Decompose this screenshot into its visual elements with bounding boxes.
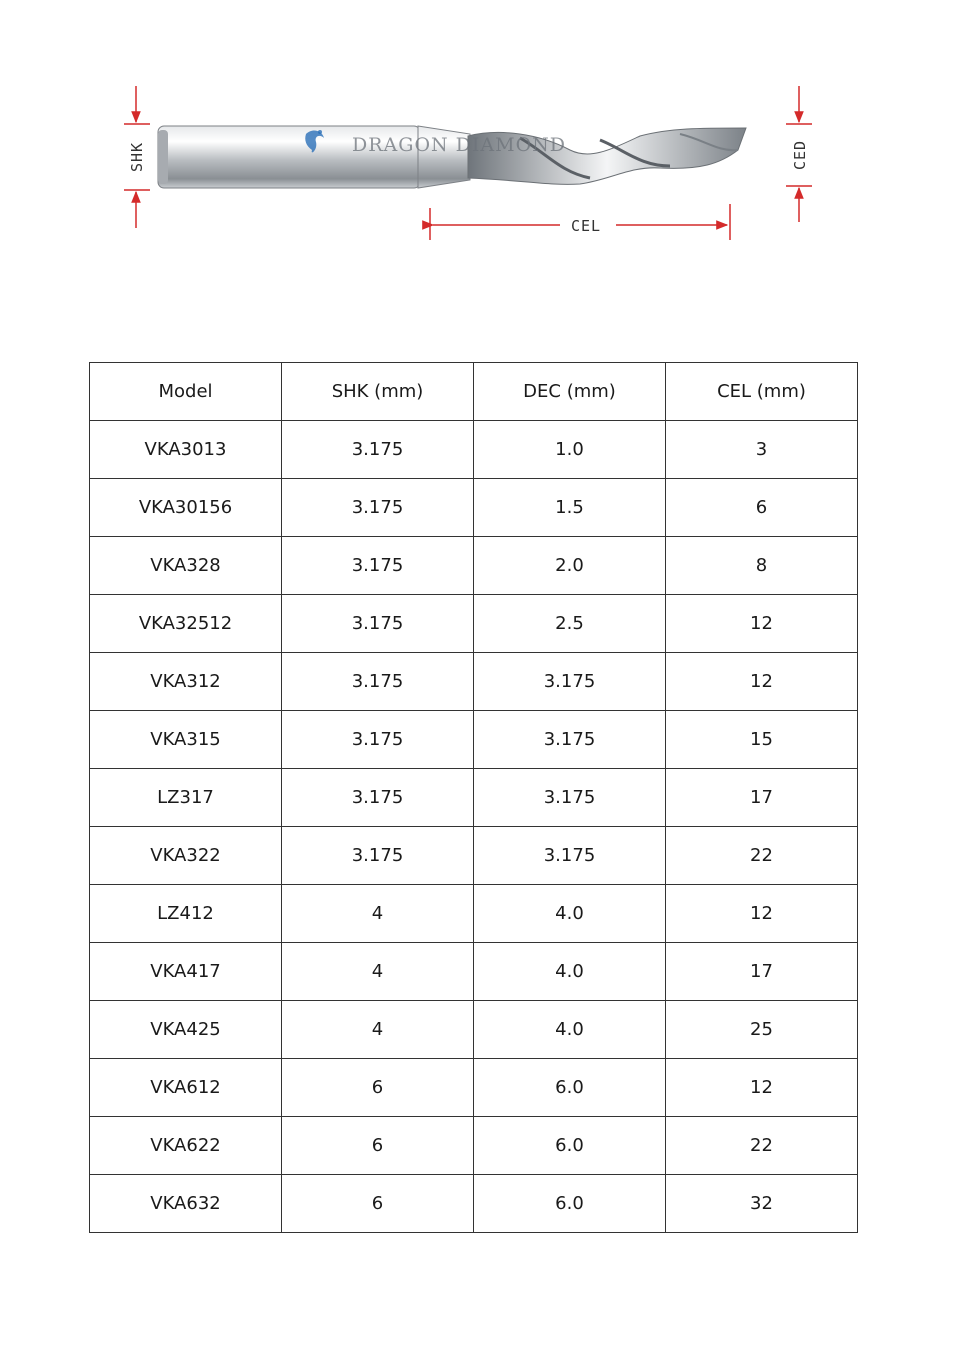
cell-shk: 3.175 [282,769,474,827]
cell-shk: 3.175 [282,537,474,595]
cell-model: LZ317 [90,769,282,827]
cell-cel: 17 [666,943,858,1001]
table-row [90,595,858,653]
cel-dimension [430,204,730,240]
cell-model: VKA3013 [90,421,282,479]
cell-dec: 4.0 [474,1001,666,1059]
cell-model: VKA417 [90,943,282,1001]
table-row [90,653,858,711]
cell-cel: 12 [666,653,858,711]
shk-dimension [124,86,150,228]
cell-shk: 6 [282,1059,474,1117]
cell-model: VKA622 [90,1117,282,1175]
cell-shk: 3.175 [282,653,474,711]
table-row [90,1117,858,1175]
cell-cel: 25 [666,1001,858,1059]
cell-model: VKA328 [90,537,282,595]
table-row [90,537,858,595]
table-row [90,421,858,479]
cell-model: LZ412 [90,885,282,943]
cell-cel: 12 [666,595,858,653]
cell-dec: 2.0 [474,537,666,595]
table-row [90,885,858,943]
cell-model: VKA315 [90,711,282,769]
cell-shk: 6 [282,1117,474,1175]
cell-shk: 6 [282,1175,474,1233]
header-cel: CEL (mm) [666,363,858,421]
header-model: Model [90,363,282,421]
cell-cel: 22 [666,1117,858,1175]
cel-label: CEL [571,217,602,235]
cell-dec: 6.0 [474,1175,666,1233]
shk-label: SHK [128,141,146,172]
cell-shk: 4 [282,943,474,1001]
cell-cel: 32 [666,1175,858,1233]
cell-dec: 4.0 [474,885,666,943]
cell-shk: 3.175 [282,479,474,537]
cell-cel: 15 [666,711,858,769]
cell-model: VKA30156 [90,479,282,537]
cell-dec: 3.175 [474,827,666,885]
cell-model: VKA425 [90,1001,282,1059]
cell-model: VKA632 [90,1175,282,1233]
table-header-row [90,363,858,421]
cell-model: VKA612 [90,1059,282,1117]
tool-dimension-diagram [0,0,960,330]
cell-shk: 3.175 [282,421,474,479]
cell-shk: 3.175 [282,595,474,653]
cell-cel: 12 [666,885,858,943]
cell-model: VKA322 [90,827,282,885]
cell-cel: 3 [666,421,858,479]
table-row [90,479,858,537]
specification-table [89,362,858,1233]
watermark-text: DRAGON DIAMOND [352,134,567,156]
table-row [90,1001,858,1059]
cell-cel: 22 [666,827,858,885]
table-row [90,943,858,1001]
cell-cel: 6 [666,479,858,537]
cell-dec: 3.175 [474,711,666,769]
cell-dec: 6.0 [474,1117,666,1175]
cell-dec: 6.0 [474,1059,666,1117]
cell-cel: 17 [666,769,858,827]
table-row [90,1175,858,1233]
ced-dimension [786,86,812,222]
cell-dec: 1.0 [474,421,666,479]
cell-shk: 4 [282,885,474,943]
cell-model: VKA312 [90,653,282,711]
cell-shk: 3.175 [282,827,474,885]
table-row [90,711,858,769]
cell-dec: 3.175 [474,653,666,711]
table-row [90,827,858,885]
cell-model: VKA32512 [90,595,282,653]
header-dec: DEC (mm) [474,363,666,421]
cell-dec: 3.175 [474,769,666,827]
table-row [90,769,858,827]
cell-cel: 8 [666,537,858,595]
cell-dec: 1.5 [474,479,666,537]
cell-shk: 3.175 [282,711,474,769]
table-row [90,1059,858,1117]
cell-cel: 12 [666,1059,858,1117]
cell-dec: 4.0 [474,943,666,1001]
ced-label: CED [791,139,809,170]
cell-dec: 2.5 [474,595,666,653]
cell-shk: 4 [282,1001,474,1059]
header-shk: SHK (mm) [282,363,474,421]
